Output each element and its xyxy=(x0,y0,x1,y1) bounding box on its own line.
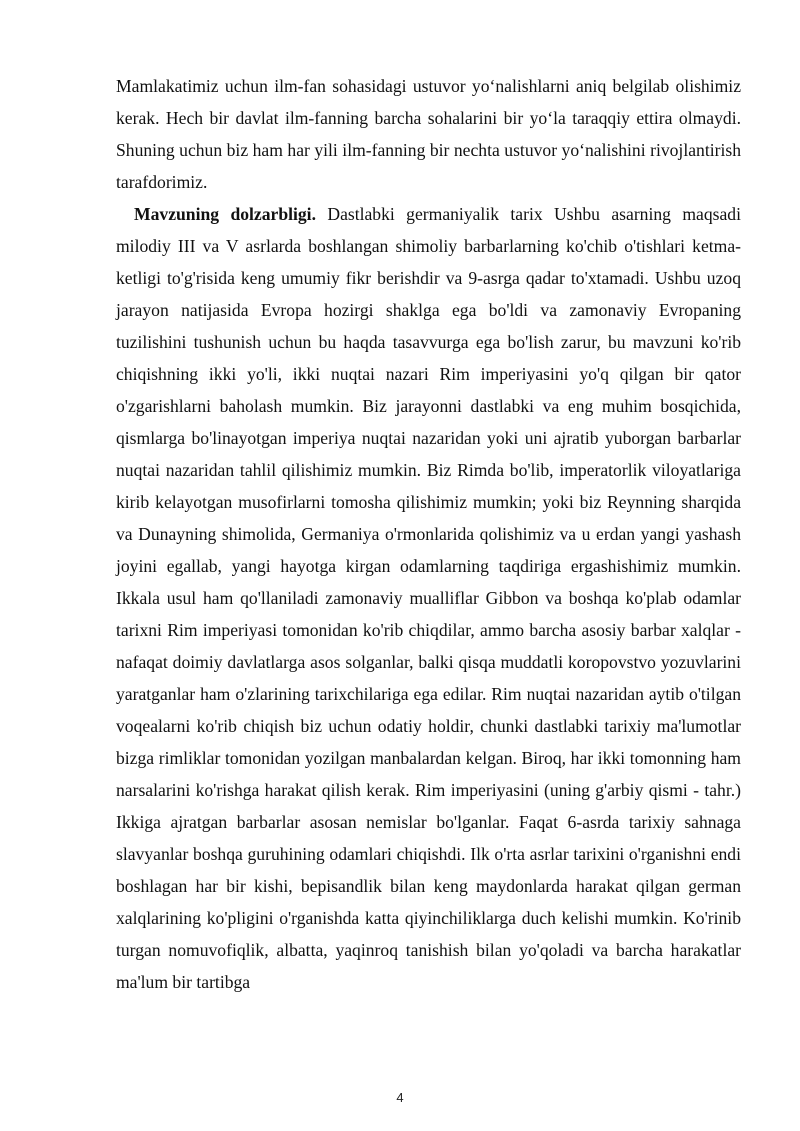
paragraph-relevance xyxy=(116,198,741,998)
paragraph-text: Dastlabki germaniyalik tarix Ushbu asarning maqsadi milodiy III va V asrlarda boshlangan shimoliy barbarlarning ko'chib o'tishlari ketma-ketligi to'g'risida keng umumiy fikr berishdir va 9-asrga qadar to'xtamadi. Ushbu uzoq jarayon natijasida Evropa hozirgi shaklga ega bo'ldi va zamonaviy Evropaning tuzilishini tushunish uchun bu haqda tasavvurga ega bo'lish zarur, bu mavzuni ko'rib chiqishning ikki yo'li, ikki nuqtai nazari Rim imperiyasini yo'q qilgan bir qator o'zgarishlarni baholash mumkin. Biz jarayonni dastlabki va eng muhim bosqichida, qismlarga bo'linayotgan imperiya nuqtai nazaridan yoki uni ajratib yuborgan barbarlar nuqtai nazaridan tahlil qilishimiz mumkin. Biz Rimda bo'lib, imperatorlik viloyatlariga kirib kelayotgan musofirlarni tomosha qilishimiz mumkin; yoki biz Reynning sharqida va Dunayning shimolida, Germaniya o'rmonlarida qolishimiz va u erdan yangi yashash joyini egallab, yangi hayotga kirgan odamlarning taqdiriga ergashishimiz mumkin. Ikkala usul ham qo'llaniladi zamonaviy mualliflar Gibbon va boshqa ko'plab odamlar tarixni Rim imperiyasi tomonidan ko'rib chiqdilar, ammo barcha asosiy barbar xalqlar - nafaqat doimiy davlatlarga asos solganlar, balki qisqa muddatli koropovstvo yozuvlarini yaratganlar ham o'zlarining tarixchilariga ega edilar. Rim nuqtai nazaridan aytib o'tilgan voqealarni ko'rib chiqish biz uchun odatiy holdir, chunki dastlabki tarixiy ma'lumotlar bizga rimliklar tomonidan yozilgan manbalardan kelgan. Biroq, har ikki tomonning ham narsalarini ko'rishga harakat qilish kerak. Rim imperiyasini (uning g'arbiy qismi - tahr.) Ikkiga ajratgan barbarlar asosan nemislar bo'lganlar. Faqat 6-asrda tarixiy sahnaga slavyanlar boshqa guruhining odamlari chiqishdi. Ilk o'rta asrlar tarixini o'rganishni endi boshlagan har bir kishi, bepisandlik bilan keng maydonlarda harakat qilgan german xalqlarining ko'pligini o'rganishda katta qiyinchiliklarga duch kelishi mumkin. Ko'rinib turgan nomuvofiqlik, albatta, yaqinroq tanishish bilan yo'qoladi va barcha harakatlar ma'lum bir tartibga xyxy=(116,204,741,992)
paragraph-intro xyxy=(116,70,741,198)
section-heading: Mavzuning dolzarbligi. xyxy=(134,204,316,224)
document-page xyxy=(116,70,741,998)
paragraph-text: Mamlakatimiz uchun ilm-fan sohasidagi ustuvor yo‘nalishlarni aniq belgilab olishimiz kerak. Hech bir davlat ilm-fanning barcha sohalarini bir yo‘la taraqqiy ettira olmaydi. Shuning uchun biz ham har yili ilm-fanning bir nechta ustuvor yo‘nalishini rivojlantirish tarafdorimiz. xyxy=(116,76,741,192)
page-number: 4 xyxy=(396,1090,404,1105)
